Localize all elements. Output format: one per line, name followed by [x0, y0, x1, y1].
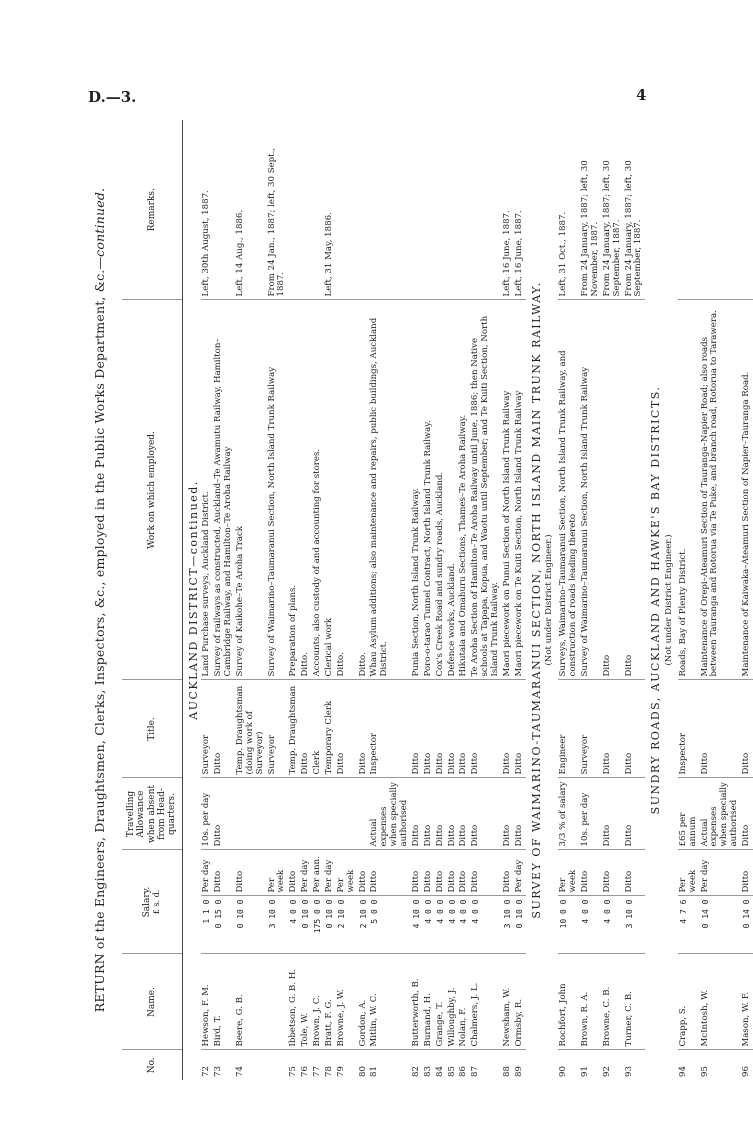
- section-subheading: (Not under District Engineer.): [544, 534, 555, 666]
- work-description: Te Aroha Section of Hamilton–Te Aroha Railway until June, 1886; then Native schools at Tapapa, Kopua, and Waotu until September; and Te Kuiti Section, North Island Trunk Railway.: [470, 300, 502, 680]
- salary-amount: 10 0 0: [558, 896, 580, 954]
- work-description: Hikutaia and Omahuru Sections, Thames–Te Aroha Railway.: [458, 300, 470, 680]
- salary-units: £ s. d.: [152, 889, 162, 915]
- salary-amount: 0 10 0: [300, 896, 312, 954]
- col-salary: [122, 850, 182, 954]
- salary-amount: 3 10 0: [267, 896, 289, 954]
- table-row: [624, 120, 646, 1080]
- salary-amount: 2 10 0: [336, 896, 358, 954]
- work-description: Ditto: [624, 300, 646, 680]
- salary-amount: 4 0 0: [580, 896, 602, 954]
- travelling-allowance: Ditto: [435, 778, 447, 850]
- employee-name: Brown, J. C.: [312, 954, 324, 1050]
- salary-period: Ditto: [369, 850, 411, 896]
- table-row: [602, 120, 624, 1080]
- job-title: Temp. Draughtsman: [288, 680, 300, 778]
- table-row: [300, 120, 312, 1080]
- job-title: Ditto: [411, 680, 423, 778]
- remarks: From 24 January, 1887; left, 30 September, 1887.: [624, 120, 646, 300]
- section-heading: SURVEY OF WAIMARINO-TAUMARANUI SECTION, NORTH ISLAND MAIN TRUNK RAILWAY.: [529, 281, 543, 919]
- remarks: [700, 120, 742, 300]
- work-description: Ditto.: [358, 300, 370, 680]
- section-heading: SUNDRY ROADS, AUCKLAND AND HAWKE'S BAY DISTRICTS.: [649, 385, 663, 815]
- employee-name: Turner, C. B.: [624, 954, 646, 1050]
- salary-period: Ditto: [235, 850, 267, 896]
- row-number: 80: [357, 1066, 368, 1077]
- salary-amount: 1 1 0: [201, 896, 213, 954]
- work-description: Roads, Bay of Plenty District.: [678, 300, 700, 680]
- job-title: Ditto: [458, 680, 470, 778]
- job-title: Engineer: [558, 680, 580, 778]
- remarks: Left, 14 Aug., 1886.: [235, 120, 267, 300]
- remarks: [741, 120, 753, 300]
- remarks: Left, 31 May, 1886.: [324, 120, 336, 300]
- table-row: [435, 120, 447, 1080]
- table-row: [741, 120, 753, 1080]
- employee-name: Burnand, H.: [423, 954, 435, 1050]
- work-description: Punia Section, North Island Trunk Railway.: [411, 300, 423, 680]
- salary-amount: 4 0 0: [602, 896, 624, 954]
- salary-amount: 4 0 0: [423, 896, 435, 954]
- travelling-allowance: Actual expenses when specially authorised: [700, 778, 742, 850]
- salary-amount: 3 10 0: [624, 896, 646, 954]
- remarks: Left, 30th August, 1887.: [201, 120, 213, 300]
- table-row: [288, 120, 300, 1080]
- section-heading-row: [182, 120, 201, 1080]
- job-title: Inspector: [369, 680, 411, 778]
- remarks: From 24 January, 1887; left, 30 September, 1887.: [602, 120, 624, 300]
- employee-name: [267, 954, 289, 1050]
- employee-name: Gordon, A.: [358, 954, 370, 1050]
- section-heading-row: [526, 120, 545, 1080]
- job-title: Inspector: [678, 680, 700, 778]
- row-number: 79: [335, 1066, 346, 1077]
- salary-period: Per week: [678, 850, 700, 896]
- table-row: [470, 120, 502, 1080]
- employee-name: Newsham, W.: [502, 954, 514, 1050]
- row-number: 77: [312, 1066, 323, 1077]
- row-number: 90: [558, 1066, 569, 1077]
- salary-amount: 0 14 0: [741, 896, 753, 954]
- table-row: [201, 120, 213, 1080]
- salary-period: Ditto: [602, 850, 624, 896]
- travelling-allowance: [288, 778, 300, 850]
- work-description: Accounts, also custody of and accounting for stores.: [312, 300, 324, 680]
- work-description: Maori piecework on Te Kuiti Section, North Island Trunk Railway: [514, 300, 526, 680]
- employee-name: Beere, G. B.: [235, 954, 267, 1050]
- row-number: 78: [323, 1066, 334, 1077]
- job-title: Ditto: [435, 680, 447, 778]
- salary-period: Ditto: [358, 850, 370, 896]
- table-row: [369, 120, 411, 1080]
- salary-period: Ditto: [411, 850, 423, 896]
- salary-amount: 0 10 0: [514, 896, 526, 954]
- travelling-allowance: [235, 778, 267, 850]
- salary-period: Per day: [300, 850, 312, 896]
- work-description: Surveys, Waimarino–Taumaranui Section, North Island Trunk Railway, and construction of roads leading thereto: [558, 300, 580, 680]
- salary-amount: 4 0 0: [288, 896, 300, 954]
- remarks: [678, 120, 700, 300]
- travelling-allowance: [324, 778, 336, 850]
- remarks: [447, 120, 459, 300]
- employee-name: Browne, C. B.: [602, 954, 624, 1050]
- row-number: 86: [458, 1066, 469, 1077]
- travelling-allowance: 10s. per day: [201, 778, 213, 850]
- employee-name: Tole, W.: [300, 954, 312, 1050]
- title-main: RETURN of the Engineers, Draughtsmen, Clerks, Inspectors, &c., employed in the Public Works Department, &c.—: [92, 256, 107, 1013]
- employee-name: Ormsby, R.: [514, 954, 526, 1050]
- travelling-allowance: Ditto: [411, 778, 423, 850]
- col-work: Work on which employed.: [122, 300, 182, 680]
- job-title: Ditto: [741, 680, 753, 778]
- work-description: Survey of Waimarino–Taumaranui Section, North Island Trunk Railway: [580, 300, 602, 680]
- col-no: No.: [122, 1050, 182, 1080]
- remarks: [300, 120, 312, 300]
- remarks: Left, 31 Oct., 1887.: [558, 120, 580, 300]
- work-description: Maori piecework on Punui Section of North Island Trunk Railway: [502, 300, 514, 680]
- salary-amount: 2 10 0: [358, 896, 370, 954]
- work-description: Defence works, Auckland.: [447, 300, 459, 680]
- section-subheading-row: [544, 120, 558, 1080]
- title-continued: continued.: [92, 187, 107, 257]
- row-number: 93: [623, 1066, 634, 1077]
- travelling-allowance: Ditto: [502, 778, 514, 850]
- job-title: Surveyor: [267, 680, 289, 778]
- salary-period: Per week: [267, 850, 289, 896]
- table-row: [514, 120, 526, 1080]
- salary-amount: 175 0 0: [312, 896, 324, 954]
- row-number: 83: [422, 1066, 433, 1077]
- travelling-allowance: [336, 778, 358, 850]
- row-number: 75: [288, 1066, 299, 1077]
- section-subheading: (Not under District Engineer.): [663, 534, 674, 666]
- employee-name: Mitlin, W. C.: [369, 954, 411, 1050]
- job-title: Ditto: [700, 680, 742, 778]
- employee-name: Grange, T.: [435, 954, 447, 1050]
- salary-amount: 5 0 0: [369, 896, 411, 954]
- job-title: Ditto: [470, 680, 502, 778]
- employee-name: Bird, T.: [213, 954, 235, 1050]
- salary-amount: 4 0 0: [470, 896, 502, 954]
- job-title: Surveyor: [201, 680, 213, 778]
- salary-period: Ditto: [580, 850, 602, 896]
- salary-amount: 4 0 0: [458, 896, 470, 954]
- job-title: Temporary Clerk: [324, 680, 336, 778]
- job-title: Ditto: [624, 680, 646, 778]
- work-description: Whau Asylum additions; also maintenance and repairs, public buildings, Auckland District.: [369, 300, 411, 680]
- remarks: [312, 120, 324, 300]
- row-number: [267, 1050, 289, 1080]
- travelling-allowance: [358, 778, 370, 850]
- travelling-allowance: Ditto: [423, 778, 435, 850]
- rotated-page-content: [92, 120, 752, 1080]
- table-row: [336, 120, 358, 1080]
- salary-period: Per day: [700, 850, 742, 896]
- salary-amount: 4 0 0: [435, 896, 447, 954]
- table-row: [458, 120, 470, 1080]
- table-body: [182, 120, 753, 1080]
- table-header-row: [122, 120, 182, 1080]
- salary-amount: 3 10 0: [502, 896, 514, 954]
- remarks: From 24 Jan., 1887; left, 30 Sept., 1887.: [267, 120, 289, 300]
- job-title: Ditto: [423, 680, 435, 778]
- job-title: Ditto: [447, 680, 459, 778]
- table-row: [213, 120, 235, 1080]
- table-row: [580, 120, 602, 1080]
- employee-name: Nolan, F.: [458, 954, 470, 1050]
- row-number: 76: [300, 1066, 311, 1077]
- remarks: [470, 120, 502, 300]
- work-description: Survey of Kaikohe–Te Aroha Track: [235, 300, 267, 680]
- job-title: Ditto: [213, 680, 235, 778]
- salary-period: Ditto: [213, 850, 235, 896]
- work-description: Survey of railways as constructed, Auckland–Te Awamutu Railway, Hamilton–Cambridge Railway, and Hamilton–Te Aroha Railway: [213, 300, 235, 680]
- salary-amount: 4 7 6: [678, 896, 700, 954]
- remarks: [288, 120, 300, 300]
- salary-period: Per week: [336, 850, 358, 896]
- employee-name: Hewson, F. M.: [201, 954, 213, 1050]
- row-number: 81: [369, 1066, 380, 1077]
- salary-period: Ditto: [470, 850, 502, 896]
- job-title: Temp. Draughtsman (doing work of Surveyor): [235, 680, 267, 778]
- section-heading: AUCKLAND DISTRICT—continued.: [186, 480, 200, 720]
- table-row: [411, 120, 423, 1080]
- table-row: [358, 120, 370, 1080]
- table-row: [423, 120, 435, 1080]
- travelling-allowance: Ditto: [624, 778, 646, 850]
- row-number: 73: [213, 1066, 224, 1077]
- salary-period: Per day: [324, 850, 336, 896]
- row-number: 91: [580, 1066, 590, 1077]
- salary-amount: 4 0 0: [447, 896, 459, 954]
- remarks: From 24 January, 1887; left, 30 November, 1887.: [580, 120, 602, 300]
- salary-period: Ditto: [624, 850, 646, 896]
- work-description: Land Purchase surveys, Auckland District.: [201, 300, 213, 680]
- work-description: Ditto: [602, 300, 624, 680]
- table-row: [267, 120, 289, 1080]
- salary-period: Ditto: [502, 850, 514, 896]
- row-number: 72: [201, 1066, 212, 1077]
- table-row: [558, 120, 580, 1080]
- return-title: [92, 120, 107, 1080]
- salary-amount: 0 10 0: [324, 896, 336, 954]
- work-description: Maintenance of Orepi–Ateamuri Section of Tauranga–Napier Road; also roads between Tauranga and Rotorua via Te Puke, and branch road, Rotorua to Tarawera.: [700, 300, 742, 680]
- col-name: Name.: [122, 954, 182, 1050]
- salary-period: Ditto: [435, 850, 447, 896]
- salary-period: Per week: [558, 850, 580, 896]
- employee-name: Bratt, F. G.: [324, 954, 336, 1050]
- row-number: 87: [470, 1066, 481, 1077]
- salary-period: Ditto: [741, 850, 753, 896]
- section-heading-row: [645, 120, 664, 1080]
- remarks: [458, 120, 470, 300]
- job-title: Surveyor: [580, 680, 602, 778]
- job-title: Ditto: [336, 680, 358, 778]
- table-row: [678, 120, 700, 1080]
- work-description: Maintenance of Kaiwaka–Ateamuri Section of Napier–Tauranga Road.: [741, 300, 753, 680]
- col-salary-label: Salary.: [142, 886, 153, 918]
- job-title: Ditto: [358, 680, 370, 778]
- remarks: [411, 120, 423, 300]
- work-description: Ditto.: [300, 300, 312, 680]
- row-number: 88: [501, 1066, 512, 1077]
- row-number: 92: [601, 1066, 612, 1077]
- travelling-allowance: [267, 778, 289, 850]
- salary-amount: 0 14 0: [700, 896, 742, 954]
- employee-name: Browne, J. W.: [336, 954, 358, 1050]
- page-number: 4: [636, 86, 647, 104]
- travelling-allowance: 3/3 % of salary: [558, 778, 580, 850]
- col-title: Title.: [122, 680, 182, 778]
- job-title: Clerk: [312, 680, 324, 778]
- salary-period: Ditto: [423, 850, 435, 896]
- travelling-allowance: Ditto: [447, 778, 459, 850]
- travelling-allowance: £65 per annum: [678, 778, 700, 850]
- salary-period: Ditto: [458, 850, 470, 896]
- travelling-allowance: Ditto: [470, 778, 502, 850]
- remarks: [435, 120, 447, 300]
- job-title: Ditto: [514, 680, 526, 778]
- remarks: [213, 120, 235, 300]
- travelling-allowance: [300, 778, 312, 850]
- row-number: 74: [234, 1066, 245, 1077]
- salary-amount: 0 10 0: [235, 896, 267, 954]
- travelling-allowance: Actual expenses when specially authorised: [369, 778, 411, 850]
- table-row: [324, 120, 336, 1080]
- travelling-allowance: Ditto: [514, 778, 526, 850]
- row-number: 82: [410, 1066, 421, 1077]
- col-remarks: Remarks.: [122, 120, 182, 300]
- employee-name: Crapp, S.: [678, 954, 700, 1050]
- work-description: Clerical work: [324, 300, 336, 680]
- table-row: [700, 120, 742, 1080]
- row-number: 84: [434, 1066, 445, 1077]
- travelling-allowance: Ditto: [741, 778, 753, 850]
- travelling-allowance: Ditto: [458, 778, 470, 850]
- section-subheading-row: [664, 120, 678, 1080]
- travelling-allowance: 10s. per day: [580, 778, 602, 850]
- salary-period: Per ann.: [312, 850, 324, 896]
- employee-name: Brown, R. A.: [580, 954, 602, 1050]
- salary-period: Per day: [201, 850, 213, 896]
- row-number: 96: [741, 1066, 752, 1077]
- document-code: D.—3.: [88, 88, 137, 106]
- remarks: Left, 16 June, 1887.: [502, 120, 514, 300]
- remarks: Left, 16 June, 1887.: [514, 120, 526, 300]
- travelling-allowance: [312, 778, 324, 850]
- col-travelling: Travelling Allowance when absent from Head-quarters.: [122, 778, 182, 850]
- table-row: [235, 120, 267, 1080]
- travelling-allowance: Ditto: [213, 778, 235, 850]
- employee-name: Butterworth, B.: [411, 954, 423, 1050]
- work-description: Survey of Waimarino–Taumaranui Section, North Island Trunk Railway: [267, 300, 289, 680]
- table-row: [502, 120, 514, 1080]
- employee-name: McIntosh, W.: [700, 954, 742, 1050]
- row-number: 95: [699, 1066, 710, 1077]
- employee-name: Rochfort, John: [558, 954, 580, 1050]
- remarks: [336, 120, 358, 300]
- job-title: Ditto: [502, 680, 514, 778]
- row-number: 85: [446, 1066, 457, 1077]
- salary-amount: 0 15 0: [213, 896, 235, 954]
- salary-period: Per day: [514, 850, 526, 896]
- work-description: Preparation of plans.: [288, 300, 300, 680]
- remarks: [369, 120, 411, 300]
- work-description: Ditto.: [336, 300, 358, 680]
- return-table: [122, 120, 753, 1080]
- employee-name: Chalmers, J. L.: [470, 954, 502, 1050]
- table-row: [312, 120, 324, 1080]
- row-number: 89: [513, 1066, 524, 1077]
- job-title: Ditto: [300, 680, 312, 778]
- salary-period: Ditto: [288, 850, 300, 896]
- travelling-allowance: Ditto: [602, 778, 624, 850]
- job-title: Ditto: [602, 680, 624, 778]
- row-number: 94: [677, 1066, 688, 1077]
- salary-period: Ditto: [447, 850, 459, 896]
- salary-amount: 4 10 0: [411, 896, 423, 954]
- employee-name: Mason, W. F.: [741, 954, 753, 1050]
- employee-name: Ibbetson, G. B. H.: [288, 954, 300, 1050]
- remarks: [358, 120, 370, 300]
- remarks: [423, 120, 435, 300]
- employee-name: Willoughby, J.: [447, 954, 459, 1050]
- work-description: Poro-o-tarao Tunnel Contract, North Island Trunk Railway.: [423, 300, 435, 680]
- work-description: Cox's Creek Road and sundry roads, Auckland.: [435, 300, 447, 680]
- table-row: [447, 120, 459, 1080]
